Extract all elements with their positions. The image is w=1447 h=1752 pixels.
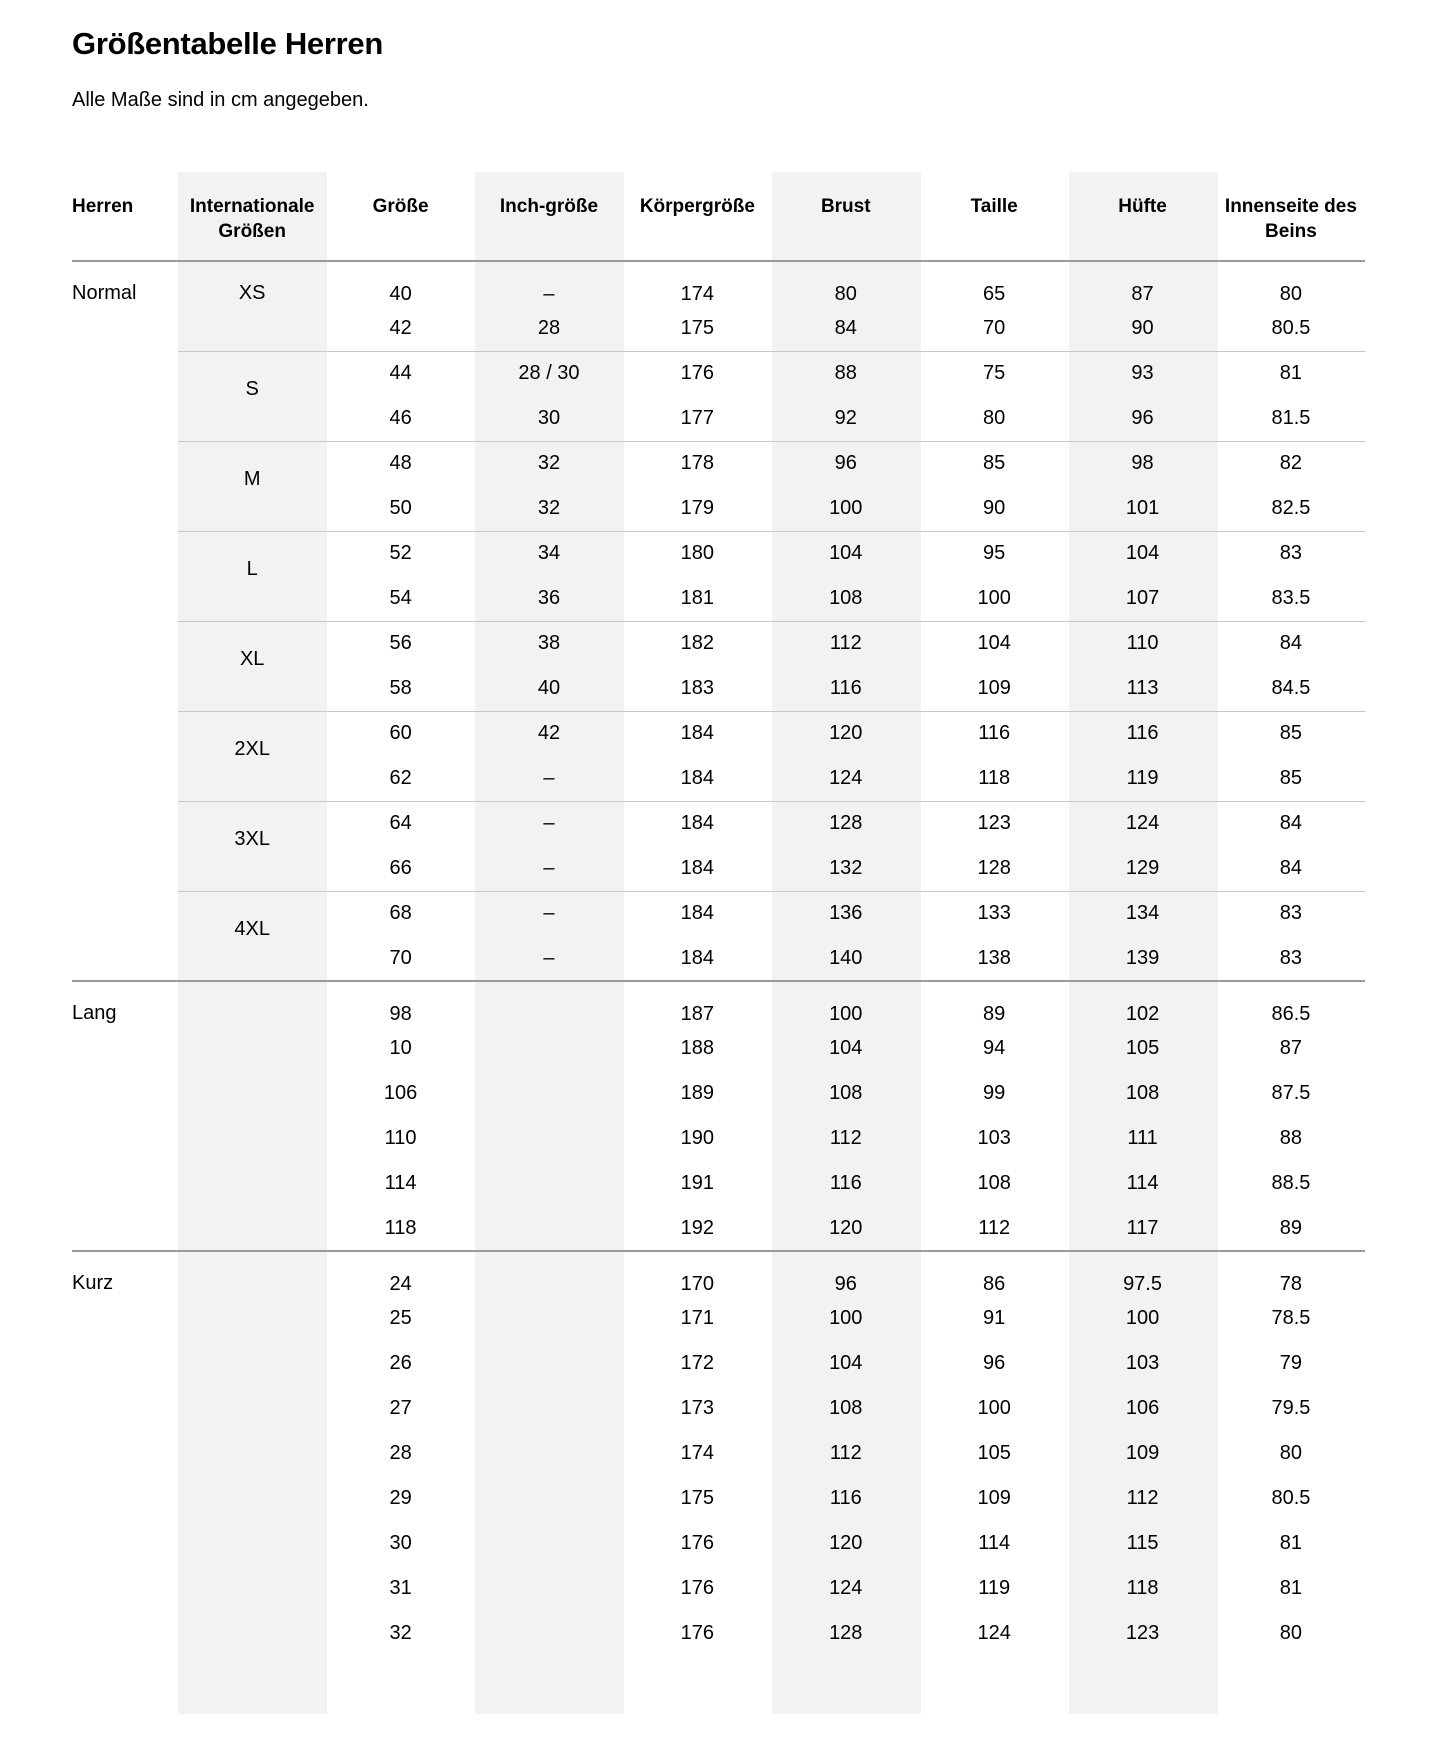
innenseite-beins-cell: 82 (1217, 441, 1365, 486)
koerpergroesse-cell: 183 (680, 676, 715, 699)
brust-cell: 92 (834, 406, 857, 429)
header-innenseite-des-beins: Innenseite des Beins (1217, 172, 1365, 261)
taille-cell: 85 (920, 441, 1068, 486)
table-row (72, 981, 1365, 1026)
innenseite-beins-cell: 81 (1279, 1532, 1303, 1554)
innenseite-beins-cell: 84.5 (1271, 676, 1311, 699)
koerpergroesse-cell: 184 (623, 801, 771, 846)
inch-groesse-cell (475, 1071, 623, 1116)
groesse-cell: 10 (389, 1037, 412, 1059)
huefte-cell: 106 (1125, 1397, 1160, 1419)
inch-groesse-cell (475, 1341, 623, 1386)
inch-groesse-cell: – (543, 282, 555, 305)
huefte-cell: 102 (1068, 981, 1216, 1026)
huefte-cell: 100 (1125, 1307, 1160, 1329)
brust-cell: 120 (829, 1216, 863, 1239)
koerpergroesse-cell: 184 (680, 856, 715, 879)
koerpergroesse-cell: 170 (623, 1251, 771, 1296)
groesse-cell: 106 (383, 1082, 418, 1104)
huefte-cell: 103 (1125, 1352, 1160, 1374)
koerpergroesse-cell: 188 (680, 1037, 715, 1059)
international-size-label: XS (238, 282, 266, 304)
innenseite-beins-cell: 88 (1279, 1127, 1303, 1149)
header-herren: Herren (72, 172, 178, 261)
innenseite-beins-cell: 87.5 (1271, 1082, 1311, 1104)
groesse-cell: 46 (389, 406, 412, 429)
table-body (72, 261, 1365, 1656)
groesse-cell: 29 (389, 1487, 412, 1509)
brust-cell: 140 (829, 946, 863, 969)
brust-cell: 112 (829, 1127, 862, 1149)
brust-cell: 80 (834, 282, 857, 305)
huefte-cell: 97.5 (1068, 1251, 1216, 1296)
groesse-cell: 28 (389, 1442, 412, 1464)
international-size-empty (178, 981, 326, 1251)
huefte-cell: 115 (1126, 1532, 1159, 1554)
innenseite-beins-cell: 82.5 (1271, 496, 1311, 519)
inch-groesse-cell: – (475, 801, 623, 846)
groesse-cell: 26 (389, 1352, 412, 1374)
innenseite-beins-cell: 85 (1217, 711, 1365, 756)
table-header-row (72, 172, 1365, 261)
inch-groesse-cell: 42 (475, 711, 623, 756)
koerpergroesse-cell: 180 (623, 531, 771, 576)
taille-cell: 116 (920, 711, 1068, 756)
header-inch-groesse: Inch-größe (475, 172, 623, 261)
inch-groesse-cell: 28 (537, 316, 561, 339)
taille-cell: 108 (977, 1172, 1011, 1194)
inch-groesse-cell: – (475, 891, 623, 936)
brust-cell: 112 (772, 621, 920, 666)
taille-cell: 94 (983, 1037, 1006, 1059)
huefte-cell: 108 (1125, 1082, 1160, 1104)
inch-groesse-cell (475, 1431, 623, 1476)
brust-cell: 100 (829, 496, 863, 519)
inch-groesse-cell: – (543, 856, 555, 879)
innenseite-beins-cell: 83 (1217, 531, 1365, 576)
huefte-cell: 116 (1068, 711, 1216, 756)
huefte-cell: 119 (1126, 766, 1159, 789)
brust-cell: 112 (829, 1442, 862, 1464)
huefte-cell: 118 (1126, 1577, 1159, 1599)
taille-cell: 138 (977, 946, 1011, 969)
taille-cell: 112 (978, 1216, 1011, 1239)
brust-cell: 136 (772, 891, 920, 936)
innenseite-beins-cell: 80.5 (1271, 1487, 1311, 1509)
brust-cell: 132 (829, 856, 863, 879)
groesse-cell: 42 (389, 316, 412, 339)
koerpergroesse-cell: 173 (680, 1397, 715, 1419)
groesse-cell: 32 (389, 1622, 412, 1644)
brust-cell: 84 (834, 316, 857, 339)
groesse-cell: 98 (326, 981, 474, 1026)
taille-cell: 124 (977, 1622, 1011, 1644)
international-size-label: 3XL (178, 801, 326, 891)
table-row (72, 801, 1365, 846)
innenseite-beins-cell: 80 (1279, 1442, 1303, 1464)
huefte-cell: 109 (1125, 1442, 1160, 1464)
brust-cell: 116 (829, 676, 862, 699)
innenseite-beins-cell: 80 (1279, 1622, 1303, 1644)
groesse-cell: 70 (389, 946, 412, 969)
international-size-empty (178, 1251, 326, 1656)
koerpergroesse-cell: 175 (680, 1487, 715, 1509)
koerpergroesse-cell: 189 (680, 1082, 715, 1104)
inch-groesse-cell (475, 1611, 623, 1656)
brust-cell: 128 (829, 1622, 863, 1644)
taille-cell: 103 (977, 1127, 1011, 1149)
brust-cell: 128 (772, 801, 920, 846)
international-size-label: 2XL (178, 711, 326, 801)
inch-groesse-cell: 40 (537, 676, 561, 699)
taille-cell: 96 (983, 1352, 1006, 1374)
koerpergroesse-cell: 191 (680, 1172, 715, 1194)
groesse-cell: 27 (389, 1397, 412, 1419)
koerpergroesse-cell: 184 (680, 946, 715, 969)
innenseite-beins-cell: 81 (1279, 1577, 1303, 1599)
koerpergroesse-cell: 171 (680, 1307, 715, 1329)
huefte-cell: 98 (1068, 441, 1216, 486)
huefte-cell: 93 (1068, 351, 1216, 396)
groesse-cell: 118 (384, 1216, 417, 1239)
taille-cell: 100 (977, 586, 1011, 609)
brust-cell: 100 (829, 1307, 863, 1329)
innenseite-beins-cell: 79 (1279, 1352, 1303, 1374)
header-koerpergroesse: Körpergröße (623, 172, 771, 261)
groesse-cell: 58 (389, 676, 412, 699)
brust-cell: 88 (772, 351, 920, 396)
taille-cell: 99 (983, 1082, 1006, 1104)
brust-cell: 108 (829, 1397, 863, 1419)
group-label-kurz: Kurz (72, 1251, 178, 1656)
groesse-cell: 50 (389, 496, 412, 519)
taille-cell: 109 (977, 676, 1011, 699)
taille-cell: 80 (983, 406, 1006, 429)
groesse-cell: 62 (389, 766, 412, 789)
taille-cell: 75 (920, 351, 1068, 396)
innenseite-beins-cell: 78 (1217, 1251, 1365, 1296)
koerpergroesse-cell: 174 (680, 1442, 715, 1464)
innenseite-beins-cell: 80.5 (1271, 316, 1311, 339)
brust-cell: 124 (829, 766, 863, 789)
taille-cell: 119 (978, 1577, 1011, 1599)
koerpergroesse-cell: 174 (680, 282, 715, 305)
huefte-cell: 139 (1125, 946, 1160, 969)
innenseite-beins-cell: 87 (1279, 1037, 1303, 1059)
innenseite-beins-cell: 78.5 (1271, 1307, 1311, 1329)
brust-cell: 116 (829, 1487, 862, 1509)
innenseite-beins-cell: 80 (1279, 282, 1303, 305)
international-size-label: XL (178, 621, 326, 711)
koerpergroesse-cell: 175 (680, 316, 715, 339)
inch-groesse-cell (475, 981, 623, 1026)
koerpergroesse-cell: 181 (680, 586, 715, 609)
taille-cell: 133 (920, 891, 1068, 936)
groesse-cell: 48 (326, 441, 474, 486)
table-row (72, 261, 1365, 306)
brust-cell: 104 (829, 1037, 863, 1059)
inch-groesse-cell (475, 1251, 623, 1296)
koerpergroesse-cell: 184 (623, 711, 771, 756)
table-row (72, 621, 1365, 666)
innenseite-beins-cell: 83 (1279, 946, 1303, 969)
innenseite-beins-cell: 83 (1217, 891, 1365, 936)
groesse-cell: 25 (389, 1307, 412, 1329)
inch-groesse-cell (475, 1026, 623, 1071)
inch-groesse-cell: 32 (475, 441, 623, 486)
huefte-cell: 104 (1068, 531, 1216, 576)
groesse-cell: 40 (389, 282, 412, 305)
brust-cell: 104 (829, 1352, 863, 1374)
innenseite-beins-cell: 86.5 (1217, 981, 1365, 1026)
brust-cell: 104 (772, 531, 920, 576)
groesse-cell: 68 (326, 891, 474, 936)
groesse-cell: 52 (326, 531, 474, 576)
innenseite-beins-cell: 83.5 (1271, 586, 1311, 609)
inch-groesse-cell (475, 1386, 623, 1431)
international-size-label: M (178, 441, 326, 531)
koerpergroesse-cell: 192 (680, 1216, 715, 1239)
inch-groesse-cell (475, 1296, 623, 1341)
innenseite-beins-cell: 81.5 (1271, 406, 1311, 429)
brust-cell: 96 (772, 1251, 920, 1296)
taille-cell: 128 (977, 856, 1011, 879)
huefte-cell: 129 (1125, 856, 1160, 879)
koerpergroesse-cell: 176 (623, 351, 771, 396)
taille-cell: 104 (920, 621, 1068, 666)
header-brust: Brust (772, 172, 920, 261)
header-groesse: Größe (326, 172, 474, 261)
inch-groesse-cell (475, 1476, 623, 1521)
header-internationale-groessen: Internationale Größen (178, 172, 326, 261)
brust-cell: 116 (829, 1172, 862, 1194)
size-chart-table (72, 172, 1365, 1656)
huefte-cell: 113 (1126, 676, 1159, 699)
huefte-cell: 101 (1125, 496, 1160, 519)
groesse-cell: 56 (326, 621, 474, 666)
inch-groesse-cell (475, 1206, 623, 1251)
koerpergroesse-cell: 179 (680, 496, 715, 519)
huefte-cell: 110 (1068, 621, 1216, 666)
international-size-label: S (178, 351, 326, 441)
inch-groesse-cell (475, 1566, 623, 1611)
taille-cell: 91 (983, 1307, 1006, 1329)
innenseite-beins-cell: 79.5 (1271, 1397, 1311, 1419)
groesse-cell: 64 (326, 801, 474, 846)
koerpergroesse-cell: 187 (623, 981, 771, 1026)
brust-cell: 100 (772, 981, 920, 1026)
koerpergroesse-cell: 184 (680, 766, 715, 789)
groesse-cell: 54 (389, 586, 412, 609)
taille-cell: 86 (920, 1251, 1068, 1296)
koerpergroesse-cell: 182 (623, 621, 771, 666)
inch-groesse-cell: 38 (475, 621, 623, 666)
taille-cell: 90 (983, 496, 1006, 519)
taille-cell: 95 (920, 531, 1068, 576)
table-row (72, 711, 1365, 756)
brust-cell: 124 (829, 1577, 863, 1599)
groesse-cell: 110 (384, 1127, 417, 1149)
koerpergroesse-cell: 177 (680, 406, 715, 429)
huefte-cell: 117 (1126, 1216, 1159, 1239)
taille-cell: 123 (920, 801, 1068, 846)
koerpergroesse-cell: 178 (623, 441, 771, 486)
innenseite-beins-cell: 85 (1279, 766, 1303, 789)
brust-cell: 96 (772, 441, 920, 486)
header-huefte: Hüfte (1068, 172, 1216, 261)
table-row (72, 351, 1365, 396)
koerpergroesse-cell: 176 (680, 1622, 715, 1644)
inch-groesse-cell: 36 (537, 586, 561, 609)
taille-cell: 109 (977, 1487, 1011, 1509)
inch-groesse-cell: 28 / 30 (475, 351, 623, 396)
group-label-lang: Lang (72, 981, 178, 1251)
koerpergroesse-cell: 172 (680, 1352, 715, 1374)
innenseite-beins-cell: 84 (1217, 801, 1365, 846)
huefte-cell: 107 (1125, 586, 1160, 609)
groesse-cell: 60 (326, 711, 474, 756)
huefte-cell: 124 (1068, 801, 1216, 846)
taille-cell: 105 (977, 1442, 1011, 1464)
table-row (72, 441, 1365, 486)
inch-groesse-cell (475, 1161, 623, 1206)
taille-cell: 114 (978, 1532, 1011, 1554)
huefte-cell: 123 (1125, 1622, 1160, 1644)
brust-cell: 108 (829, 586, 863, 609)
brust-cell: 120 (772, 711, 920, 756)
koerpergroesse-cell: 190 (680, 1127, 715, 1149)
inch-groesse-cell: 32 (537, 496, 561, 519)
groesse-cell: 30 (389, 1532, 412, 1554)
inch-groesse-cell (475, 1116, 623, 1161)
table-row (72, 891, 1365, 936)
taille-cell: 70 (983, 316, 1006, 339)
international-size-label: 4XL (178, 891, 326, 981)
huefte-cell: 90 (1131, 316, 1154, 339)
groesse-cell: 31 (389, 1577, 412, 1599)
innenseite-beins-cell: 81 (1217, 351, 1365, 396)
huefte-cell: 111 (1127, 1127, 1158, 1149)
huefte-cell: 105 (1125, 1037, 1160, 1059)
innenseite-beins-cell: 89 (1279, 1216, 1303, 1239)
groesse-cell: 24 (326, 1251, 474, 1296)
inch-groesse-cell: – (543, 766, 555, 789)
groesse-cell: 66 (389, 856, 412, 879)
huefte-cell: 87 (1131, 282, 1154, 305)
taille-cell: 100 (977, 1397, 1011, 1419)
inch-groesse-cell (475, 1521, 623, 1566)
koerpergroesse-cell: 176 (680, 1532, 715, 1554)
page-subtitle: Alle Maße sind in cm angegeben. (72, 89, 369, 111)
innenseite-beins-cell: 84 (1279, 856, 1303, 879)
header-taille: Taille (920, 172, 1068, 261)
koerpergroesse-cell: 176 (680, 1577, 715, 1599)
table-row (72, 1251, 1365, 1296)
brust-cell: 108 (829, 1082, 863, 1104)
groesse-cell: 114 (384, 1172, 417, 1194)
taille-cell: 65 (983, 282, 1006, 305)
huefte-cell: 112 (1126, 1487, 1159, 1509)
group-label-normal: Normal (72, 282, 137, 304)
table-row (72, 531, 1365, 576)
page-title: Größentabelle Herren (72, 26, 383, 61)
groesse-cell: 44 (326, 351, 474, 396)
koerpergroesse-cell: 184 (623, 891, 771, 936)
inch-groesse-cell: 34 (475, 531, 623, 576)
innenseite-beins-cell: 88.5 (1271, 1172, 1311, 1194)
taille-cell: 89 (920, 981, 1068, 1026)
international-size-label: L (178, 531, 326, 621)
huefte-cell: 134 (1068, 891, 1216, 936)
inch-groesse-cell: 30 (537, 406, 561, 429)
brust-cell: 120 (829, 1532, 863, 1554)
inch-groesse-cell: – (543, 946, 555, 969)
huefte-cell: 96 (1131, 406, 1154, 429)
innenseite-beins-cell: 84 (1217, 621, 1365, 666)
taille-cell: 118 (978, 766, 1011, 789)
huefte-cell: 114 (1126, 1172, 1159, 1194)
